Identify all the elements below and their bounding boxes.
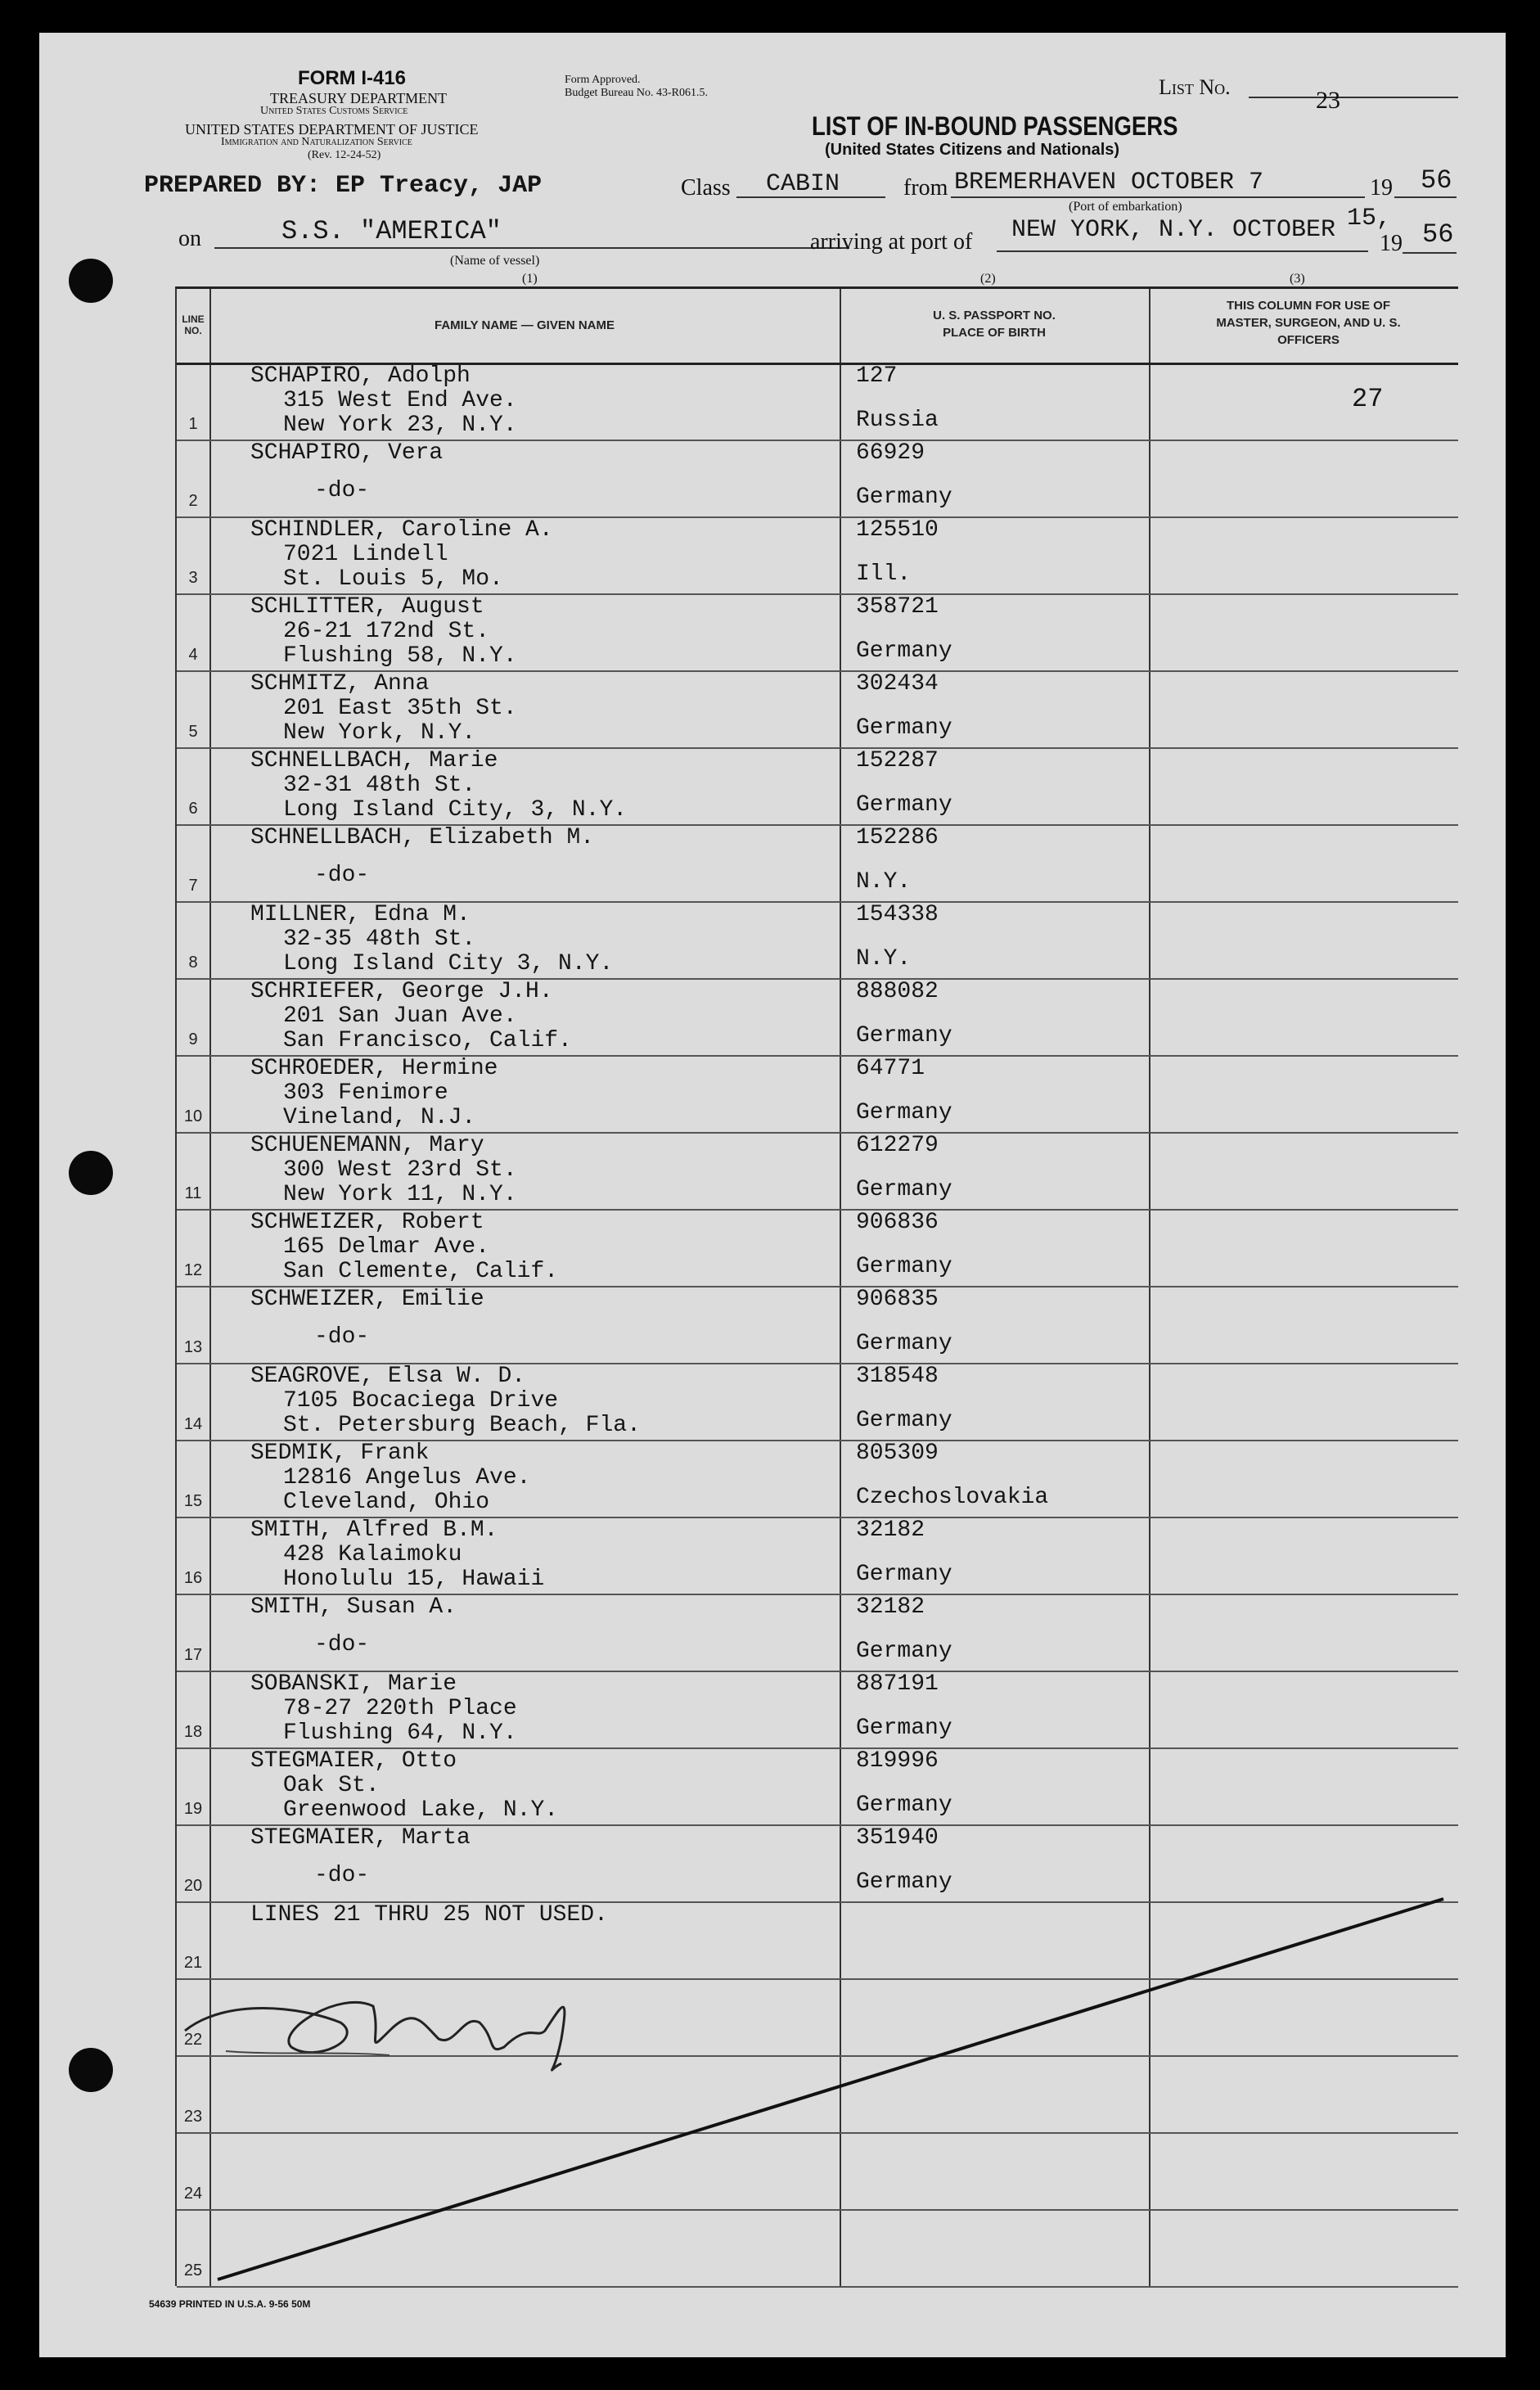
passenger-name: STEGMAIER, Marta [250,1825,471,1851]
passenger-address-1: 300 West 23rd St. [283,1157,517,1183]
form-sheet [39,33,1506,2357]
passenger-address-1: -do- [314,1632,370,1657]
passenger-name: MILLNER, Edna M. [250,902,471,927]
officer-header: THIS COLUMN FOR USE OF MASTER, SURGEON, AND U. S. OFFICERS [1216,299,1401,347]
place-of-birth: Germany [856,485,952,510]
passport-number: 887191 [856,1671,939,1697]
passport-header: U. S. PASSPORT NO. PLACE OF BIRTH [933,309,1056,340]
arrival-day: 15, [1347,205,1392,232]
place-of-birth: Ill. [856,561,912,587]
passenger-name: SEDMIK, Frank [250,1441,430,1466]
passenger-address-1: 315 West End Ave. [283,388,517,413]
passport-number: 152286 [856,825,939,850]
vessel-caption: (Name of vessel) [450,254,540,268]
passenger-address-2: Long Island City 3, N.Y. [283,951,614,976]
passenger-address-1: Oak St. [283,1773,380,1798]
passenger-address-2: Cleveland, Ohio [283,1490,490,1515]
passenger-address-1: 26-21 172nd St. [283,619,490,644]
passenger-name: SCHINDLER, Caroline A. [250,517,553,543]
passport-number: 819996 [856,1748,939,1774]
customs-service: United States Customs Service [260,105,408,117]
line-number: 4 [188,646,198,664]
passenger-name: SCHAPIRO, Vera [250,440,444,466]
passenger-name: SCHNELLBACH, Marie [250,748,498,773]
port-caption: (Port of embarkation) [1069,200,1182,214]
passport-number: 351940 [856,1825,939,1851]
form-title: LIST OF IN-BOUND PASSENGERS [812,111,1178,141]
line-number: 20 [183,1877,203,1895]
passenger-name: SCHRIEFER, George J.H. [250,979,553,1004]
line-number: 19 [183,1800,203,1818]
col2-number: (2) [980,272,996,286]
line-number: 22 [183,2031,203,2049]
year-prefix-1: 19 [1370,175,1393,201]
form-approved: Form Approved. [565,74,641,86]
line-number: 15 [183,1492,203,1510]
place-of-birth: Germany [856,638,952,664]
justice-dept: UNITED STATES DEPARTMENT OF JUSTICE [185,121,479,138]
passenger-address-2: Honolulu 15, Hawaii [283,1567,545,1592]
passport-number: 358721 [856,594,939,620]
passenger-address-2: Flushing 58, N.Y. [283,643,517,669]
passenger-name: SMITH, Susan A. [250,1594,457,1620]
passenger-name: SCHUENEMANN, Mary [250,1133,484,1158]
arriving-value: NEW YORK, N.Y. OCTOBER [1011,216,1336,244]
line-number: 16 [183,1569,203,1587]
from-label: from [903,175,948,201]
passenger-address-1: 165 Delmar Ave. [283,1234,490,1260]
ins-service: Immigration and Naturalization Service [221,136,412,148]
place-of-birth: Germany [856,1408,952,1433]
place-of-birth: Germany [856,1869,952,1895]
on-label: on [178,226,201,251]
from-value: BREMERHAVEN OCTOBER 7 [954,169,1264,196]
budget-bureau: Budget Bureau No. 43-R061.5. [565,87,708,99]
passenger-address-2: Greenwood Lake, N.Y. [283,1797,559,1823]
list-no-value: 23 [1316,87,1340,114]
passenger-address-1: 32-35 48th St. [283,927,476,952]
passenger-name: SCHWEIZER, Emilie [250,1287,484,1312]
place-of-birth: Germany [856,1331,952,1356]
place-of-birth: N.Y. [856,869,912,895]
passenger-address-1: 78-27 220th Place [283,1696,517,1721]
passenger-address-2: St. Petersburg Beach, Fla. [283,1413,641,1438]
passenger-address-1: 32-31 48th St. [283,773,476,798]
line-number: 23 [183,2108,203,2126]
passenger-address-1: 428 Kalaimoku [283,1542,462,1567]
passenger-name: SCHWEIZER, Robert [250,1210,484,1235]
line-number: 25 [183,2261,203,2280]
passport-number: 805309 [856,1441,939,1466]
place-of-birth: Germany [856,1254,952,1279]
line-number: 5 [188,723,198,741]
passenger-name: STEGMAIER, Otto [250,1748,457,1774]
passenger-name: SCHLITTER, August [250,594,484,620]
place-of-birth: Germany [856,1562,952,1587]
passport-number: 612279 [856,1133,939,1158]
list-no-label: List No. [1159,75,1231,99]
passenger-address-2: New York 23, N.Y. [283,413,517,438]
passport-number: 64771 [856,1056,925,1081]
line-number: 18 [183,1723,203,1741]
passenger-address-2: Flushing 64, N.Y. [283,1720,517,1746]
line-number: 9 [188,1030,198,1048]
line-number: 8 [188,954,198,972]
passenger-address-1: -do- [314,478,370,503]
officer-note: 27 [1352,384,1384,414]
place-of-birth: Russia [856,408,939,433]
place-of-birth: Germany [856,715,952,741]
place-of-birth: Germany [856,1716,952,1741]
passport-number: 888082 [856,979,939,1004]
line-number: 10 [183,1107,203,1125]
place-of-birth: Germany [856,1177,952,1202]
col1-number: (1) [522,272,538,286]
passenger-address-2: San Clemente, Calif. [283,1259,559,1284]
passenger-name: SCHMITZ, Anna [250,671,430,697]
passport-number: 127 [856,363,898,389]
passport-number: 66929 [856,440,925,466]
col3-number: (3) [1290,272,1305,286]
form-number: FORM I-416 [298,67,407,89]
passenger-address-2: New York, N.Y. [283,720,476,746]
unused-lines-strike [209,289,1461,2286]
passenger-name: SEAGROVE, Elsa W. D. [250,1364,526,1389]
passenger-address-1: 7105 Bocaciega Drive [283,1388,559,1414]
class-value: CABIN [766,170,840,198]
printer-footer: 54639 PRINTED IN U.S.A. 9-56 50M [149,2298,311,2310]
line-number: 2 [188,492,198,510]
passenger-address-2: St. Louis 5, Mo. [283,566,503,592]
passport-number: 906835 [856,1287,939,1312]
year-1: 56 [1421,165,1452,196]
line-no-header: LINE NO. [182,313,205,336]
treasury-dept: TREASURY DEPARTMENT [270,90,448,106]
passport-number: 125510 [856,517,939,543]
arriving-label: arriving at port of [810,229,973,255]
place-of-birth: Germany [856,1100,952,1125]
name-header: FAMILY NAME — GIVEN NAME [434,318,615,332]
line-number: 1 [188,415,198,433]
place-of-birth: N.Y. [856,946,912,972]
passenger-address-1: 201 San Juan Ave. [283,1003,517,1029]
year-2: 56 [1422,219,1454,250]
passenger-address-1: 7021 Lindell [283,542,448,567]
prepared-by: PREPARED BY: EP Treacy, JAP [144,172,543,200]
passport-number: 318548 [856,1364,939,1389]
passenger-address-1: 201 East 35th St. [283,696,517,721]
passenger-name: SCHAPIRO, Adolph [250,363,471,389]
binder-hole-bottom [69,2048,113,2092]
passport-number: 152287 [856,748,939,773]
passenger-address-2: Vineland, N.J. [283,1105,476,1130]
revision-date: (Rev. 12-24-52) [308,149,381,161]
passenger-name: LINES 21 THRU 25 NOT USED. [250,1902,608,1928]
line-number: 14 [183,1415,203,1433]
line-number: 6 [188,800,198,818]
passenger-address-1: 303 Fenimore [283,1080,448,1106]
place-of-birth: Germany [856,792,952,818]
place-of-birth: Germany [856,1639,952,1664]
class-label: Class [681,175,731,201]
place-of-birth: Czechoslovakia [856,1485,1049,1510]
passenger-address-2: San Francisco, Calif. [283,1028,572,1053]
passenger-table [175,286,1458,2286]
passenger-address-1: -do- [314,863,370,888]
passenger-name: SMITH, Alfred B.M. [250,1517,498,1543]
line-number: 13 [183,1338,203,1356]
line-number: 3 [188,569,198,587]
passport-number: 906836 [856,1210,939,1235]
vessel-name: S.S. "AMERICA" [281,216,502,246]
line-number: 24 [183,2185,203,2203]
passenger-address-2: Long Island City, 3, N.Y. [283,797,628,823]
passenger-name: SCHNELLBACH, Elizabeth M. [250,825,595,850]
place-of-birth: Germany [856,1792,952,1818]
line-number: 17 [183,1646,203,1664]
line-number: 7 [188,877,198,895]
line-number: 11 [184,1184,202,1202]
passenger-name: SCHROEDER, Hermine [250,1056,498,1081]
passenger-address-2: New York 11, N.Y. [283,1182,517,1207]
passenger-name: SOBANSKI, Marie [250,1671,457,1697]
passport-number: 302434 [856,671,939,697]
binder-hole-middle [69,1151,113,1195]
passport-number: 154338 [856,902,939,927]
passenger-address-1: -do- [314,1324,370,1350]
place-of-birth: Germany [856,1023,952,1048]
binder-hole-top [69,259,113,303]
line-number: 12 [183,1261,203,1279]
line-number: 21 [183,1954,203,1972]
passenger-address-1: 12816 Angelus Ave. [283,1465,531,1490]
passport-number: 32182 [856,1517,925,1543]
passport-number: 32182 [856,1594,925,1620]
passenger-address-1: -do- [314,1863,370,1888]
form-subtitle: (United States Citizens and Nationals) [825,141,1120,159]
year-prefix-2: 19 [1380,231,1403,256]
